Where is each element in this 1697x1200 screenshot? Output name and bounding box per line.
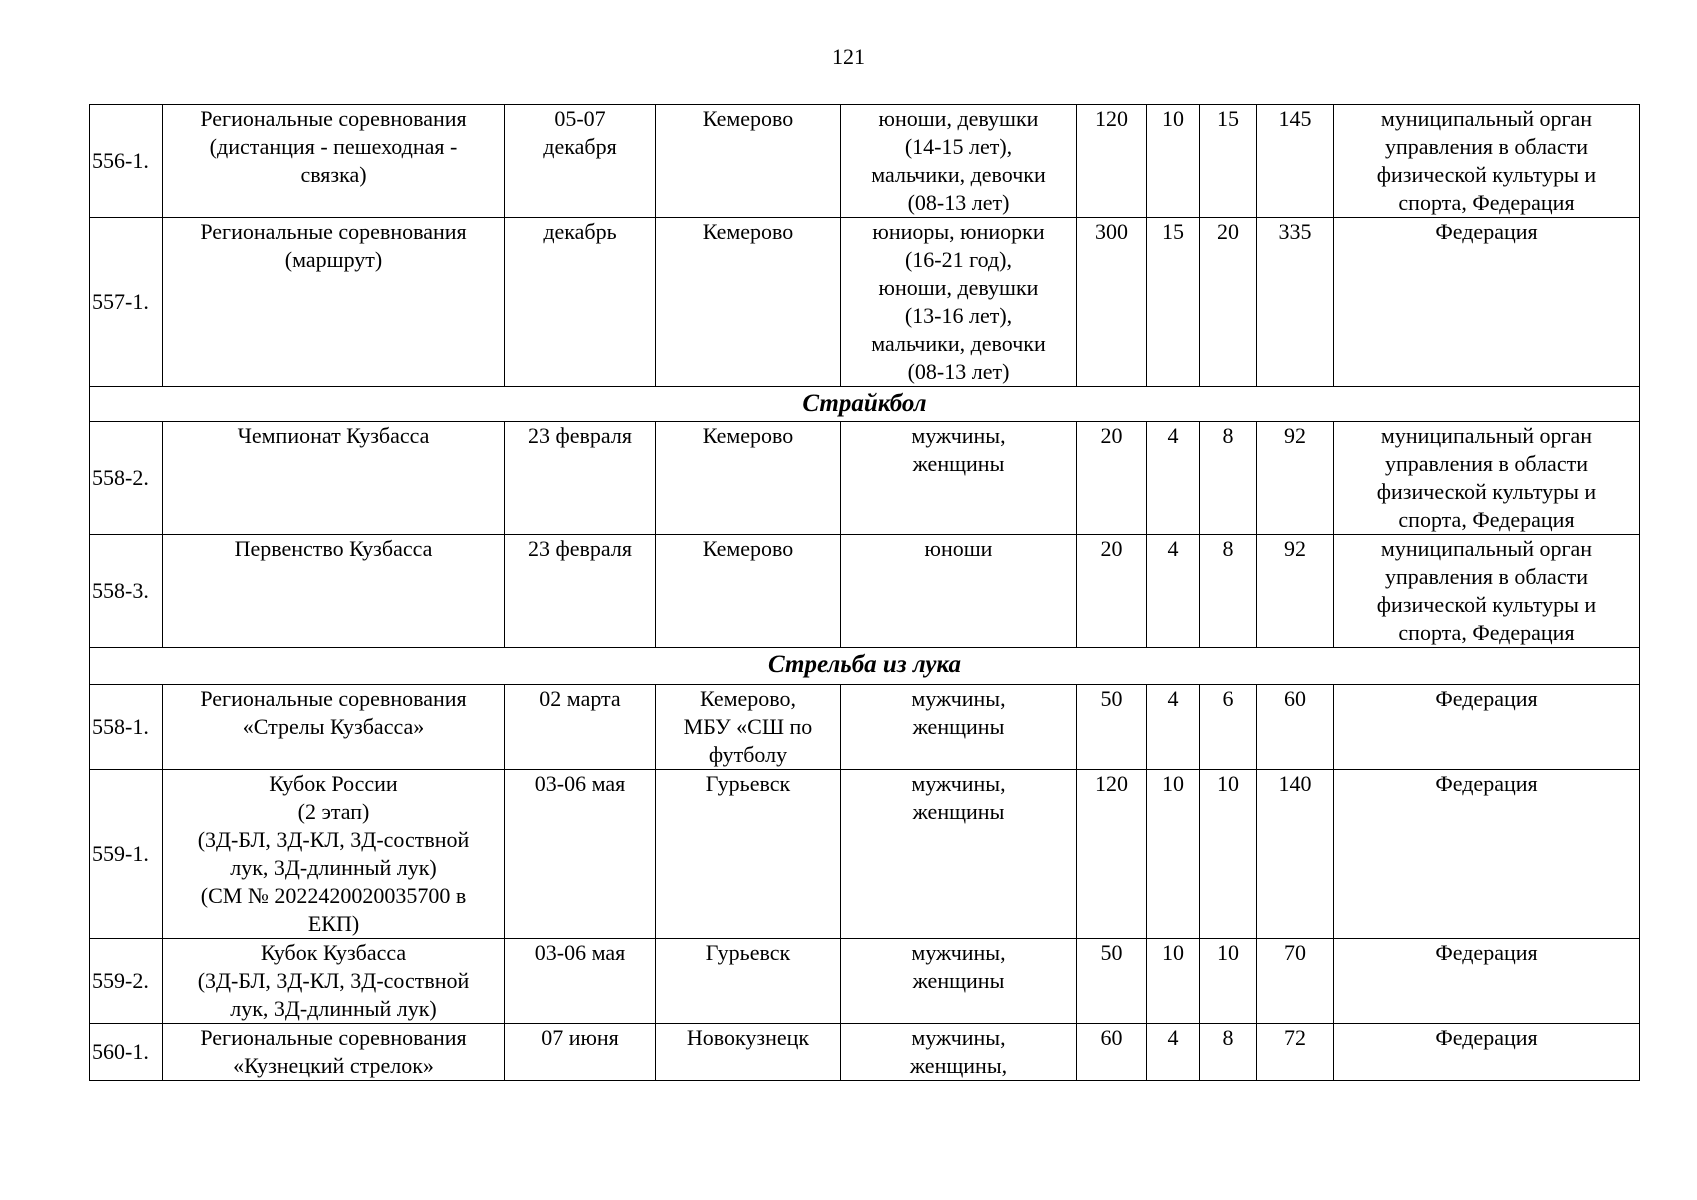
event-participants-line: (08-13 лет)	[907, 190, 1010, 215]
event-place-line: футболу	[708, 742, 788, 767]
event-name-line: (3Д-БЛ, 3Д-КЛ, 3Д-соствной	[197, 827, 470, 852]
event-participants-line: женщины	[912, 714, 1005, 739]
event-organizer	[1334, 105, 1640, 218]
event-place	[656, 685, 841, 770]
event-participants-line: мальчики, девочки	[871, 162, 1046, 187]
event-place	[656, 422, 841, 535]
event-place-line: МБУ «СШ по	[683, 714, 813, 739]
event-participants-line: мужчины,	[911, 1025, 1006, 1050]
count-col-1: 60	[1077, 1024, 1147, 1081]
table-row	[90, 535, 1640, 648]
event-organizer-line: Федерация	[1435, 771, 1538, 796]
event-place-line: Кемерово	[702, 219, 794, 244]
event-participants	[841, 422, 1077, 535]
event-name-line: Региональные соревнования	[200, 219, 467, 244]
event-place	[656, 770, 841, 939]
event-name-line: (СМ № 2022420020035700 в	[200, 883, 467, 908]
count-col-3: 6	[1200, 685, 1257, 770]
event-organizer-line: физической культуры и	[1376, 592, 1597, 617]
count-col-1: 120	[1077, 770, 1147, 939]
event-date	[505, 535, 656, 648]
event-place-line: Кемерово	[702, 536, 794, 561]
section-title: Стрельба из лука	[90, 648, 1640, 685]
event-participants-line: (13-16 лет),	[904, 303, 1013, 328]
event-organizer-line: Федерация	[1435, 1025, 1538, 1050]
count-col-1: 50	[1077, 685, 1147, 770]
count-col-1: 20	[1077, 422, 1147, 535]
count-col-3: 8	[1200, 422, 1257, 535]
event-date-line: декабрь	[543, 219, 617, 244]
count-col-4: 70	[1257, 939, 1334, 1024]
event-number: 556-1.	[90, 105, 163, 218]
event-name-line: Региональные соревнования	[200, 1025, 467, 1050]
table-row	[90, 685, 1640, 770]
count-col-2: 4	[1147, 1024, 1200, 1081]
table-row	[90, 939, 1640, 1024]
event-date-line: 07 июня	[541, 1025, 619, 1050]
event-organizer-line: муниципальный орган	[1380, 106, 1593, 131]
event-date	[505, 1024, 656, 1081]
event-name	[163, 939, 505, 1024]
event-participants-line: юноши	[924, 536, 993, 561]
table-row	[90, 218, 1640, 387]
count-col-4: 72	[1257, 1024, 1334, 1081]
event-name-line: ЕКП)	[307, 911, 360, 936]
event-place	[656, 105, 841, 218]
count-col-4: 145	[1257, 105, 1334, 218]
event-organizer-line: спорта, Федерация	[1398, 190, 1575, 215]
event-date	[505, 939, 656, 1024]
count-col-3: 20	[1200, 218, 1257, 387]
event-number: 558-3.	[90, 535, 163, 648]
count-col-2: 4	[1147, 422, 1200, 535]
event-participants-line: (14-15 лет),	[904, 134, 1013, 159]
event-date-line: 03-06 мая	[534, 940, 626, 965]
event-name	[163, 105, 505, 218]
event-name-line: Чемпионат Кузбасса	[237, 423, 430, 448]
event-place-line: Кемерово	[702, 423, 794, 448]
event-organizer-line: Федерация	[1435, 219, 1538, 244]
count-col-4: 92	[1257, 535, 1334, 648]
event-date-line: 02 марта	[539, 686, 621, 711]
event-name-line: «Стрелы Кузбасса»	[242, 714, 425, 739]
event-participants-line: (08-13 лет)	[907, 359, 1010, 384]
event-name	[163, 1024, 505, 1081]
event-name-line: связка)	[300, 162, 367, 187]
event-place	[656, 218, 841, 387]
event-date	[505, 685, 656, 770]
count-col-4: 140	[1257, 770, 1334, 939]
page-number: 121	[832, 44, 865, 69]
count-col-4: 60	[1257, 685, 1334, 770]
event-participants	[841, 535, 1077, 648]
event-participants-line: женщины	[912, 451, 1005, 476]
event-date	[505, 218, 656, 387]
event-number: 559-2.	[90, 939, 163, 1024]
count-col-3: 10	[1200, 939, 1257, 1024]
count-col-4: 335	[1257, 218, 1334, 387]
count-col-1: 300	[1077, 218, 1147, 387]
event-number: 557-1.	[90, 218, 163, 387]
event-organizer-line: физической культуры и	[1376, 479, 1597, 504]
event-participants-line: мужчины,	[911, 771, 1006, 796]
event-organizer-line: физической культуры и	[1376, 162, 1597, 187]
count-col-3: 8	[1200, 1024, 1257, 1081]
event-participants-line: юниоры, юниорки	[872, 219, 1045, 244]
event-name-line: (дистанция - пешеходная -	[209, 134, 458, 159]
event-place	[656, 939, 841, 1024]
count-col-2: 10	[1147, 770, 1200, 939]
event-name-line: Первенство Кузбасса	[234, 536, 433, 561]
event-place-line: Гурьевск	[705, 771, 791, 796]
event-organizer	[1334, 685, 1640, 770]
event-date-line: 03-06 мая	[534, 771, 626, 796]
event-name	[163, 685, 505, 770]
event-number: 558-1.	[90, 685, 163, 770]
event-date	[505, 422, 656, 535]
event-name-line: лук, 3Д-длинный лук)	[230, 855, 437, 880]
event-date-line: декабря	[543, 134, 617, 159]
event-place-line: Новокузнецк	[686, 1025, 810, 1050]
table-row	[90, 105, 1640, 218]
event-name-line: «Кузнецкий стрелок»	[233, 1053, 434, 1078]
events-table	[89, 104, 1640, 1081]
event-name-line: Региональные соревнования	[200, 686, 467, 711]
event-participants	[841, 1024, 1077, 1081]
event-name-line: (маршрут)	[284, 247, 383, 272]
count-col-2: 4	[1147, 535, 1200, 648]
section-title: Страйкбол	[90, 387, 1640, 422]
event-name-line: Региональные соревнования	[200, 106, 467, 131]
event-participants-line: мужчины,	[911, 423, 1006, 448]
event-participants	[841, 218, 1077, 387]
event-organizer	[1334, 1024, 1640, 1081]
event-date-line: 23 февраля	[528, 423, 632, 448]
event-organizer-line: спорта, Федерация	[1398, 507, 1575, 532]
events-table-body	[90, 105, 1640, 1081]
event-participants-line: женщины	[912, 799, 1005, 824]
count-col-4: 92	[1257, 422, 1334, 535]
event-organizer	[1334, 535, 1640, 648]
event-organizer-line: управления в области	[1385, 451, 1588, 476]
event-date-line: 23 февраля	[528, 536, 632, 561]
count-col-3: 15	[1200, 105, 1257, 218]
count-col-1: 20	[1077, 535, 1147, 648]
table-row	[90, 422, 1640, 535]
event-name	[163, 218, 505, 387]
event-organizer	[1334, 939, 1640, 1024]
event-participants-line: женщины,	[909, 1053, 1008, 1078]
count-col-3: 8	[1200, 535, 1257, 648]
event-name-line: Кубок Кузбасса	[260, 940, 407, 965]
event-name-line: Кубок России	[269, 771, 398, 796]
event-name-line: лук, 3Д-длинный лук)	[230, 996, 437, 1021]
event-organizer-line: управления в области	[1385, 134, 1588, 159]
count-col-2: 10	[1147, 939, 1200, 1024]
event-participants-line: (16-21 год),	[904, 247, 1012, 272]
event-organizer-line: Федерация	[1435, 686, 1538, 711]
count-col-2: 4	[1147, 685, 1200, 770]
event-organizer-line: управления в области	[1385, 564, 1588, 589]
event-place-line: Кемерово,	[699, 686, 797, 711]
event-organizer	[1334, 422, 1640, 535]
event-name	[163, 535, 505, 648]
count-col-1: 50	[1077, 939, 1147, 1024]
event-participants	[841, 770, 1077, 939]
count-col-1: 120	[1077, 105, 1147, 218]
event-place	[656, 535, 841, 648]
event-participants-line: женщины	[912, 968, 1005, 993]
event-number: 560-1.	[90, 1024, 163, 1081]
event-participants	[841, 939, 1077, 1024]
event-number: 559-1.	[90, 770, 163, 939]
event-place	[656, 1024, 841, 1081]
count-col-2: 10	[1147, 105, 1200, 218]
count-col-2: 15	[1147, 218, 1200, 387]
event-name-line: (3Д-БЛ, 3Д-КЛ, 3Д-соствной	[197, 968, 470, 993]
event-participants-line: юноши, девушки	[878, 275, 1039, 300]
event-name	[163, 422, 505, 535]
event-organizer	[1334, 770, 1640, 939]
event-name-line: (2 этап)	[297, 799, 370, 824]
section-header-row	[90, 387, 1640, 422]
event-number: 558-2.	[90, 422, 163, 535]
event-name	[163, 770, 505, 939]
event-participants-line: мужчины,	[911, 686, 1006, 711]
event-date	[505, 770, 656, 939]
event-organizer-line: Федерация	[1435, 940, 1538, 965]
event-organizer-line: муниципальный орган	[1380, 423, 1593, 448]
event-participants-line: юноши, девушки	[878, 106, 1039, 131]
event-date-line: 05-07	[554, 106, 606, 131]
event-organizer-line: муниципальный орган	[1380, 536, 1593, 561]
event-date	[505, 105, 656, 218]
event-place-line: Гурьевск	[705, 940, 791, 965]
event-participants	[841, 105, 1077, 218]
event-participants	[841, 685, 1077, 770]
count-col-3: 10	[1200, 770, 1257, 939]
table-row	[90, 770, 1640, 939]
event-participants-line: мальчики, девочки	[871, 331, 1046, 356]
event-place-line: Кемерово	[702, 106, 794, 131]
event-organizer	[1334, 218, 1640, 387]
event-organizer-line: спорта, Федерация	[1398, 620, 1575, 645]
event-participants-line: мужчины,	[911, 940, 1006, 965]
table-row	[90, 1024, 1640, 1081]
section-header-row	[90, 648, 1640, 685]
